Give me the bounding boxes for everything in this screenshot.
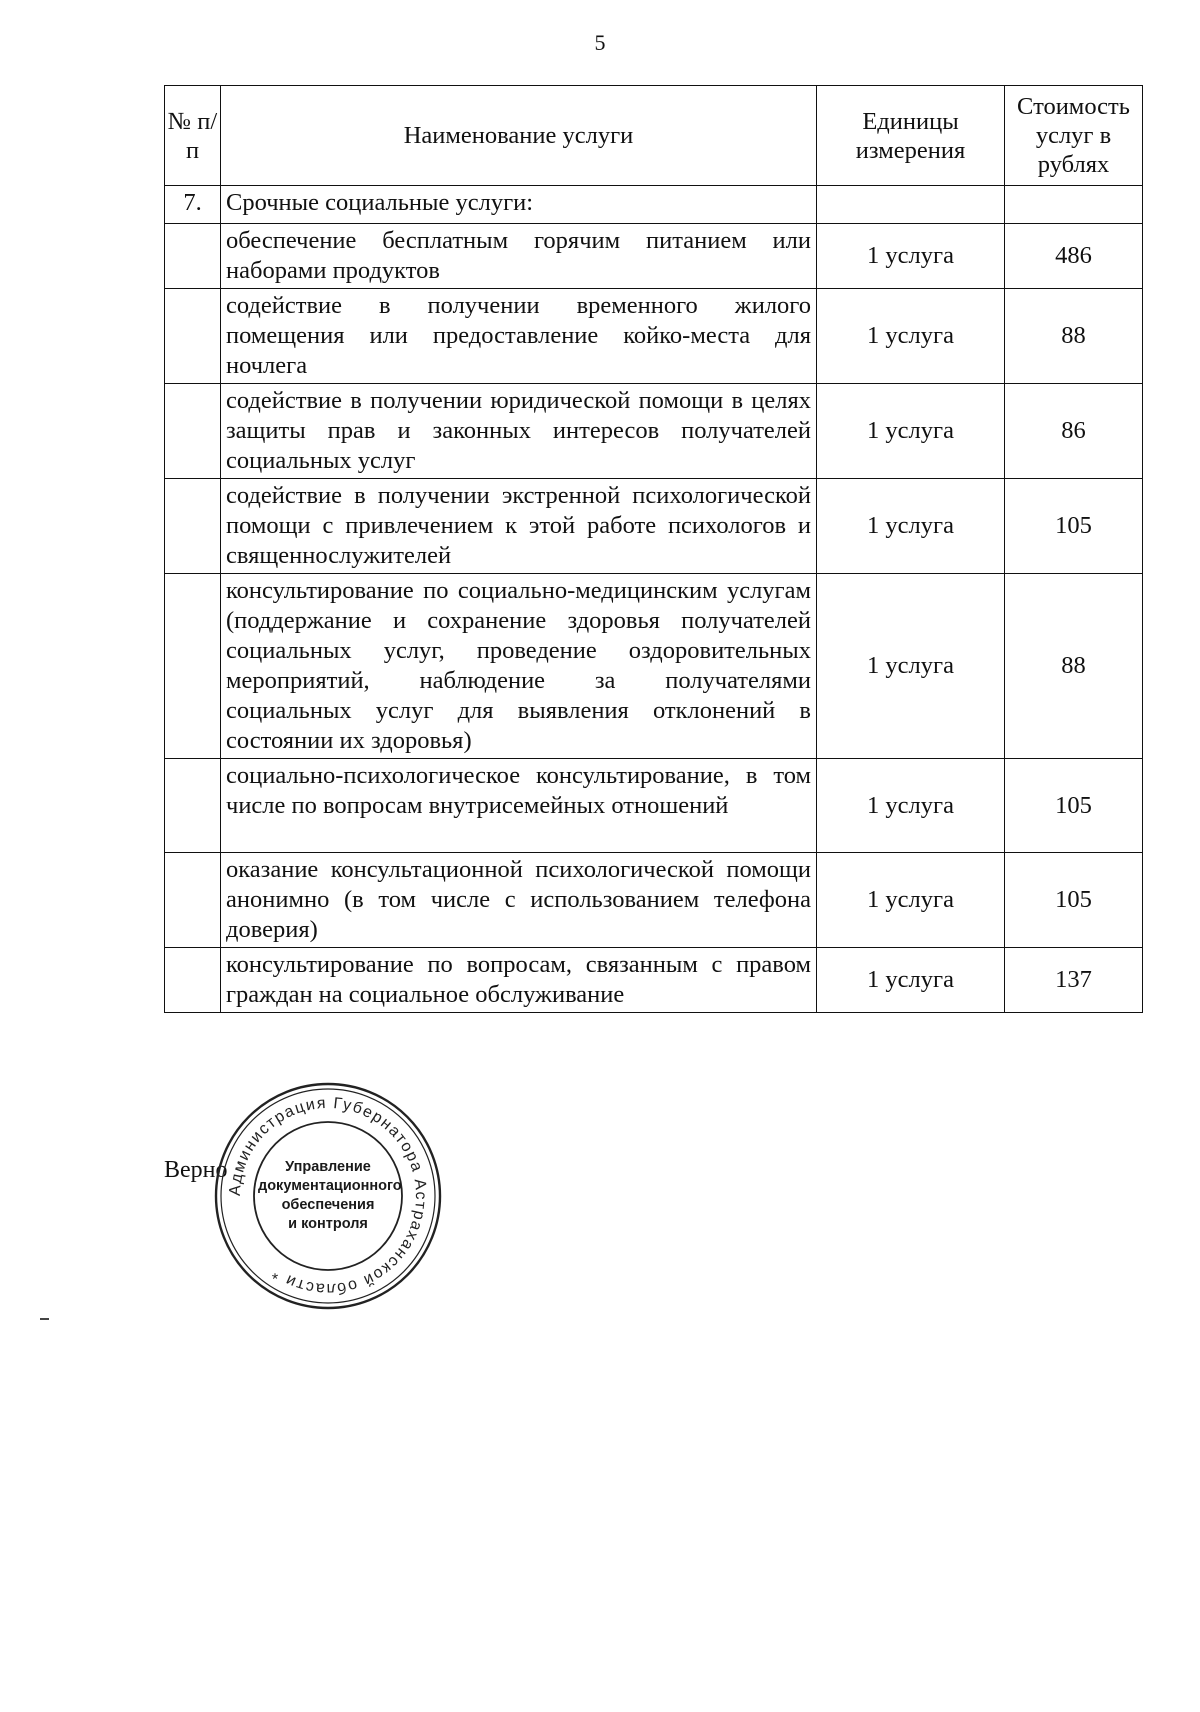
table-row [165, 289, 1143, 384]
stamp-line: Управление [285, 1159, 371, 1175]
service-name: содействие в получении временного жилого помещения или предоставление койко-места для ночлега [221, 289, 817, 384]
row-number-empty [165, 759, 221, 853]
service-name: консультирование по вопросам, связанным с правом граждан на социальное обслуживание [221, 948, 817, 1013]
row-number-empty [165, 479, 221, 574]
row-number-empty [165, 224, 221, 289]
row-number-empty [165, 853, 221, 948]
service-unit: 1 услуга [817, 289, 1005, 384]
table-row [165, 948, 1143, 1013]
service-unit: 1 услуга [817, 574, 1005, 759]
section-unit-empty [817, 186, 1005, 224]
header-service-name: Наименование услуги [221, 86, 817, 186]
service-price: 105 [1005, 853, 1143, 948]
verno-label: Верно [164, 1157, 228, 1183]
service-name: оказание консультационной психологической помощи анонимно (в том числе с использованием телефона доверия) [221, 853, 817, 948]
service-price: 105 [1005, 759, 1143, 853]
service-price: 105 [1005, 479, 1143, 574]
header-number: № п/п [165, 86, 221, 186]
service-price: 88 [1005, 289, 1143, 384]
service-price: 88 [1005, 574, 1143, 759]
table-row [165, 384, 1143, 479]
service-unit: 1 услуга [817, 479, 1005, 574]
service-unit: 1 услуга [817, 224, 1005, 289]
table-row [165, 224, 1143, 289]
row-number-empty [165, 574, 221, 759]
margin-mark [40, 1318, 49, 1320]
table-row [165, 853, 1143, 948]
header-unit: Единицы измерения [817, 86, 1005, 186]
service-price: 486 [1005, 224, 1143, 289]
service-price: 137 [1005, 948, 1143, 1013]
section-number: 7. [165, 186, 221, 224]
official-stamp [212, 1080, 444, 1312]
service-name: консультирование по социально-медицинским услугам (поддержание и сохранение здоровья получателей социальных услуг, проведение оздоровительных мероприятий, наблюдение за получателями социальных услуг для выявления отклонений в состоянии их здоровья) [221, 574, 817, 759]
table-row [165, 479, 1143, 574]
service-unit: 1 услуга [817, 853, 1005, 948]
table-body [165, 186, 1143, 1013]
table-header-row [165, 86, 1143, 186]
page-number: 5 [594, 30, 606, 55]
service-unit: 1 услуга [817, 384, 1005, 479]
service-price: 86 [1005, 384, 1143, 479]
stamp-ring-text: Администрация Губернатора Астраханской области * [226, 1094, 430, 1298]
service-unit: 1 услуга [817, 759, 1005, 853]
header-price: Стоимость услуг в рублях [1005, 86, 1143, 186]
stamp-center-text [258, 1158, 402, 1234]
table-row [165, 574, 1143, 759]
service-name: социально-психологическое консультирование, в том числе по вопросам внутрисемейных отношений [221, 759, 817, 853]
table-row [165, 759, 1143, 853]
service-unit: 1 услуга [817, 948, 1005, 1013]
row-number-empty [165, 948, 221, 1013]
service-name: содействие в получении юридической помощи в целях защиты прав и законных интересов получателей социальных услуг [221, 384, 817, 479]
section-row [165, 186, 1143, 224]
section-title: Срочные социальные услуги: [221, 186, 817, 224]
section-price-empty [1005, 186, 1143, 224]
stamp-line: документационного [258, 1178, 402, 1194]
service-name: обеспечение бесплатным горячим питанием или наборами продуктов [221, 224, 817, 289]
stamp-line: обеспечения [281, 1197, 375, 1213]
service-name: содействие в получении экстренной психологической помощи с привлечением к этой работе психологов и священнослужителей [221, 479, 817, 574]
services-table [164, 85, 1143, 1013]
stamp-line: и контроля [288, 1216, 368, 1232]
row-number-empty [165, 384, 221, 479]
row-number-empty [165, 289, 221, 384]
